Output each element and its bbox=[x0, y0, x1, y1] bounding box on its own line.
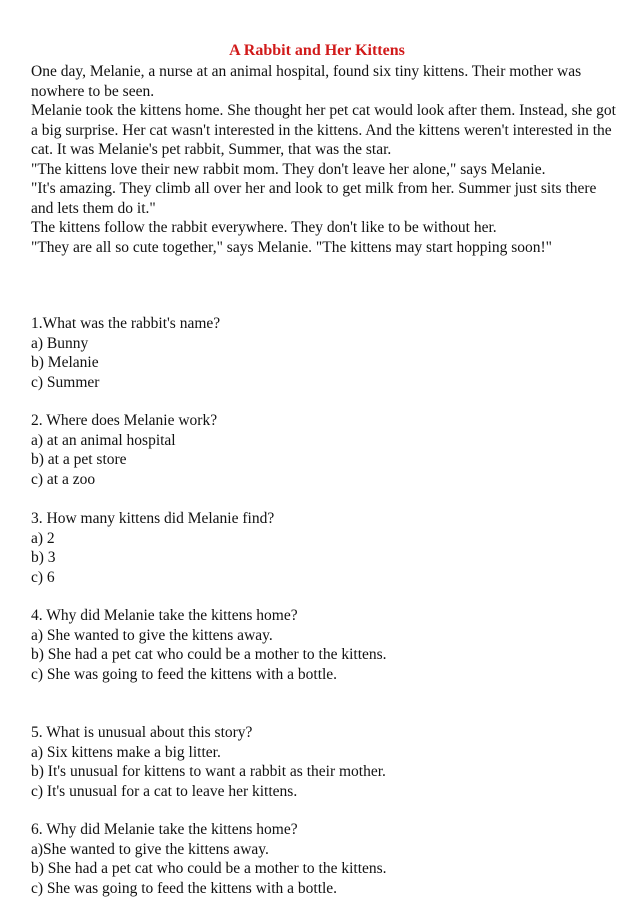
question-text: 5. What is unusual about this story? bbox=[31, 724, 253, 741]
question-text: 2. Where does Melanie work? bbox=[31, 412, 218, 429]
answer-option: a) She wanted to give the kittens away. bbox=[31, 626, 273, 644]
answer-option: a) 2 bbox=[31, 529, 55, 547]
answer-option: c) 6 bbox=[31, 568, 55, 586]
answer-option: c) She was going to feed the kittens with a bottle. bbox=[31, 665, 338, 683]
answer-option: b) at a pet store bbox=[31, 451, 127, 468]
story-paragraph: One day, Melanie, a nurse at an animal hospital, found six tiny kittens. Their mother was nowhere to be seen. bbox=[31, 63, 582, 100]
answer-option: c) She was going to feed the kittens with a bottle. bbox=[31, 879, 338, 897]
story-paragraph: The kittens follow the rabbit everywhere. They don't like to be without her. bbox=[31, 219, 497, 236]
question-4 bbox=[31, 606, 621, 684]
question-3 bbox=[31, 509, 621, 587]
question-text: 3. How many kittens did Melanie find? bbox=[31, 510, 275, 527]
answer-option: b) She had a pet cat who could be a mother to the kittens. bbox=[31, 646, 387, 663]
story-paragraph: "The kittens love their new rabbit mom. They don't leave her alone," says Melanie. bbox=[31, 160, 546, 178]
answer-option: a) at an animal hospital bbox=[31, 431, 176, 449]
page-title: A Rabbit and Her Kittens bbox=[229, 42, 405, 59]
answer-option: b) 3 bbox=[31, 549, 56, 566]
question-1 bbox=[31, 314, 621, 392]
answer-option: c) at a zoo bbox=[31, 470, 96, 488]
question-6 bbox=[31, 820, 621, 898]
story-paragraph: "They are all so cute together," says Melanie. "The kittens may start hopping soon!" bbox=[31, 238, 552, 256]
question-2 bbox=[31, 411, 621, 489]
answer-option: a)She wanted to give the kittens away. bbox=[31, 840, 269, 858]
answer-option: b) It's unusual for kittens to want a rabbit as their mother. bbox=[31, 763, 386, 780]
answer-option: c) Summer bbox=[31, 373, 100, 391]
story-text bbox=[31, 62, 621, 257]
story-paragraph: Melanie took the kittens home. She thought her pet cat would look after them. Instead, she got a big surprise. Her cat wasn't interested in the kittens. And the kittens weren't interested in the cat. It was Melanie's pet rabbit, Summer, that was the star. bbox=[31, 102, 616, 158]
question-text: 1.What was the rabbit's name? bbox=[31, 315, 221, 332]
answer-option: b) Melanie bbox=[31, 354, 99, 371]
question-text: 6. Why did Melanie take the kittens home? bbox=[31, 821, 298, 838]
answer-option: a) Bunny bbox=[31, 334, 89, 352]
answer-option: b) She had a pet cat who could be a mother to the kittens. bbox=[31, 860, 387, 877]
story-paragraph: "It's amazing. They climb all over her and look to get milk from her. Summer just sits there and lets them do it." bbox=[31, 180, 597, 217]
question-text: 4. Why did Melanie take the kittens home? bbox=[31, 607, 298, 624]
answer-option: a) Six kittens make a big litter. bbox=[31, 743, 221, 761]
question-5 bbox=[31, 723, 621, 801]
answer-option: c) It's unusual for a cat to leave her kittens. bbox=[31, 782, 298, 800]
